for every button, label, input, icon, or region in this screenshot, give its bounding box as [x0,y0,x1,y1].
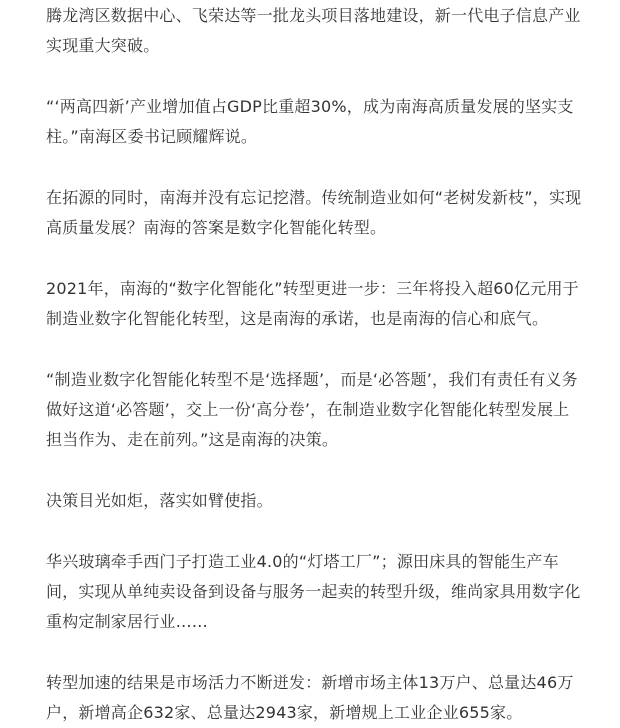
article-paragraph-7: 华兴玻璃牵手西门子打造工业4.0的“灯塔工厂”；源田床具的智能生产车间，实现从单纯卖设备到设备与服务一起卖的转型升级，维尚家具用数字化重构定制家居行业…… [46,552,581,631]
article-paragraph-3: 在拓源的同时，南海并没有忘记挖潜。传统制造业如何“老树发新枝”，实现高质量发展？南海的答案是数字化智能化转型。 [46,188,582,237]
article-body [46,0,582,728]
article-paragraph-8: 转型加速的结果是市场活力不断迸发：新增市场主体13万户、总量达46万户，新增高企632家、总量达2943家，新增规上工业企业655家。 [46,673,574,722]
article-paragraph-5: “制造业数字化智能化转型不是‘选择题’，而是‘必答题’，我们有责任有义务做好这道‘必答题’，交上一份‘高分卷’，在制造业数字化智能化转型发展上担当作为、走在前列。”这是南海的决策。 [46,370,578,449]
article-paragraph-1: 腾龙湾区数据中心、飞荣达等一批龙头项目落地建设，新一代电子信息产业实现重大突破。 [46,6,581,55]
article-paragraph-2: “‘两高四新’产业增加值占GDP比重超30%，成为南海高质量发展的坚实支柱。”南海区委书记顾耀辉说。 [46,97,574,146]
article-paragraph-6: 决策目光如炬，落实如臂使指。 [46,491,273,510]
article-paragraph-4: 2021年，南海的“数字化智能化”转型更进一步：三年将投入超60亿元用于制造业数字化智能化转型，这是南海的承诺，也是南海的信心和底气。 [46,279,579,328]
